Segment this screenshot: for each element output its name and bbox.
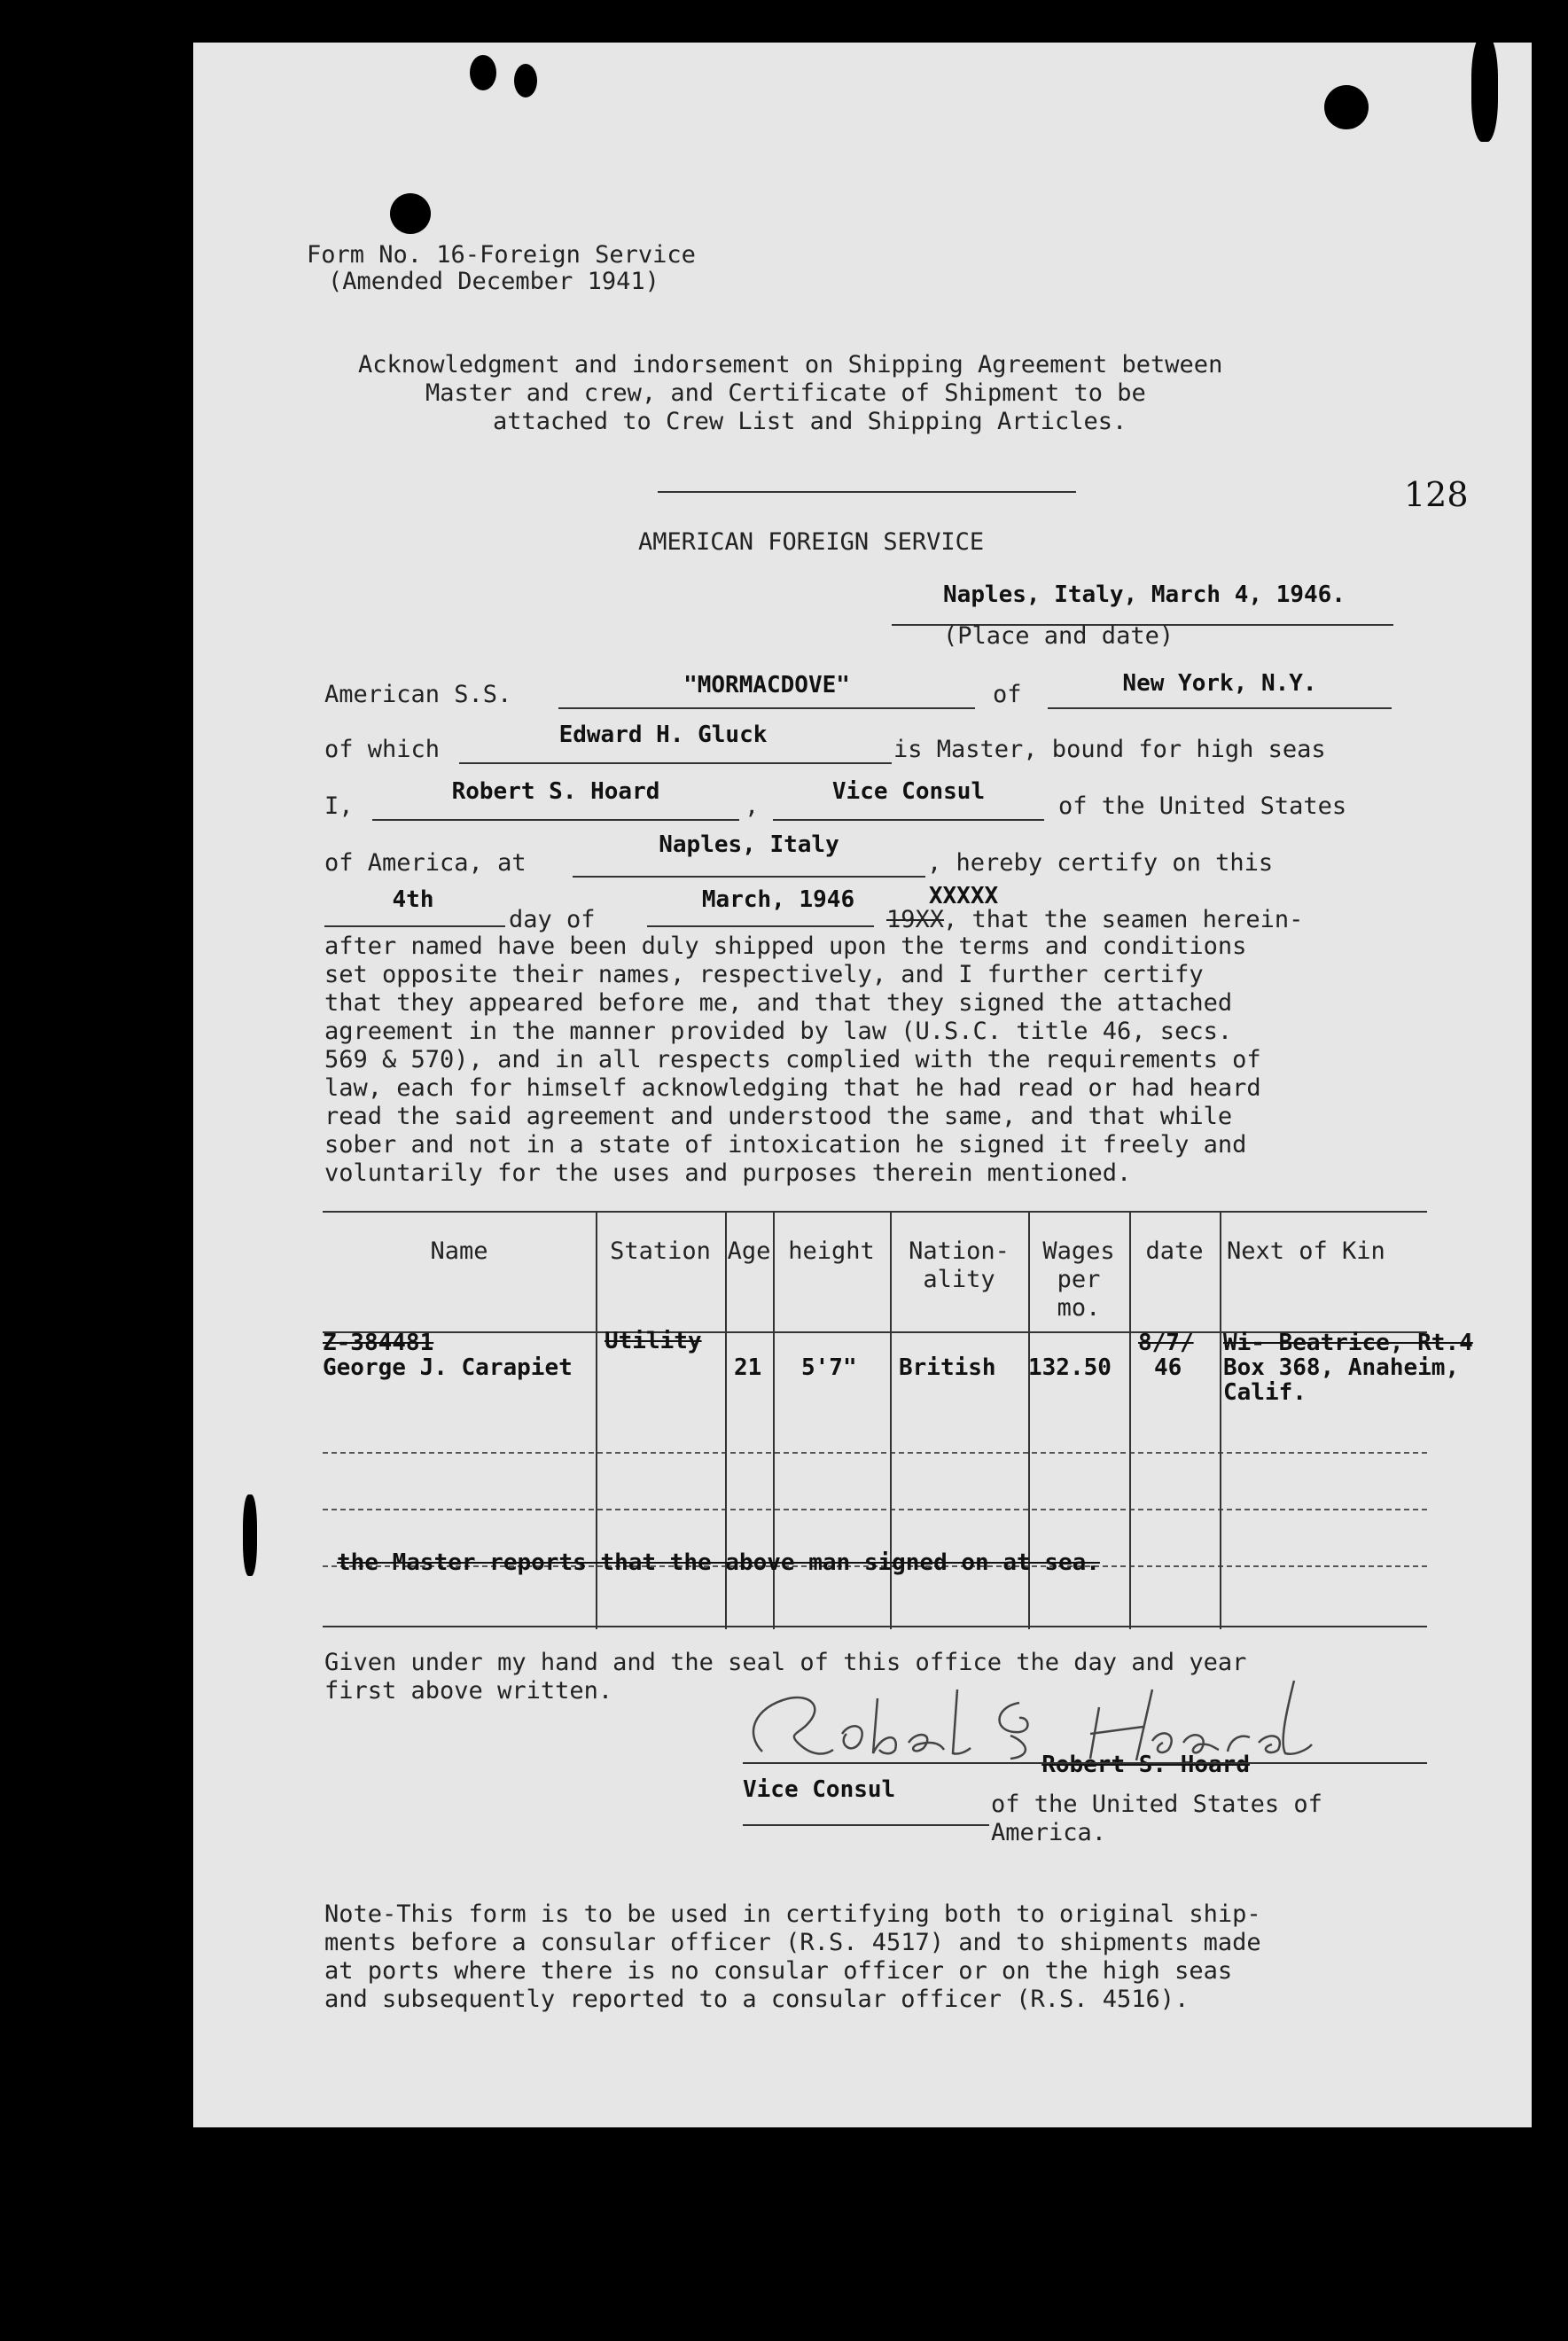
signature-suffix-1: of the United States of	[991, 1791, 1322, 1818]
closing-line-1: Given under my hand and the seal of this office the day and year	[324, 1649, 1247, 1676]
header-age: Age	[727, 1237, 771, 1265]
cell-nationality: British	[899, 1354, 996, 1381]
place-name: Naples, Italy	[659, 831, 839, 858]
heading-divider	[658, 491, 1076, 493]
cert-line: agreement in the manner provided by law (U.S.C. title 46, secs.	[324, 1018, 1233, 1045]
place-date-label: (Place and date)	[943, 622, 1174, 650]
place-line-prefix: of America, at	[324, 849, 527, 877]
cell-height: 5'7"	[801, 1354, 857, 1381]
day-underline	[324, 925, 505, 927]
signer-title-underline	[743, 1824, 989, 1826]
month-underline	[647, 925, 874, 927]
place-date-value: Naples, Italy, March 4, 1946.	[943, 581, 1346, 608]
page-number: 128	[1404, 475, 1469, 514]
struck-year: 19XX	[886, 906, 945, 933]
typed-signer-name: Robert S. Hoard	[1041, 1752, 1250, 1778]
header-next-of-kin: Next of Kin	[1227, 1237, 1385, 1265]
ship-name: "MORMACDOVE"	[683, 672, 850, 698]
note-line: at ports where there is no consular officer or on the high seas	[324, 1957, 1233, 1985]
header-wages: Wages per mo.	[1042, 1237, 1115, 1322]
cert-line: voluntarily for the uses and purposes therein mentioned.	[324, 1159, 1132, 1187]
ship-name-underline	[558, 707, 975, 709]
master-name: Edward H. Gluck	[558, 722, 768, 748]
cell-station: Utility	[605, 1328, 702, 1354]
note-line: Note-This form is to be used in certifying both to original ship-	[324, 1900, 1261, 1928]
cert-line: set opposite their names, respectively, and I further certify	[324, 961, 1204, 988]
ink-blot-left	[243, 1494, 257, 1576]
struck-master-note: the Master reports that the above man signed on at sea.	[337, 1549, 1100, 1576]
cell-name: George J. Carapiet	[323, 1354, 573, 1381]
torn-edge-top-right	[1471, 35, 1498, 142]
ship-port-underline	[1048, 707, 1392, 709]
torn-edge-top-left	[470, 55, 496, 90]
header-name: Name	[430, 1237, 488, 1265]
note-line: and subsequently reported to a consular officer (R.S. 4516).	[324, 1986, 1190, 2013]
col-divider	[1129, 1211, 1131, 1629]
cert-line: law, each for himself acknowledging that he had read or had heard	[324, 1074, 1261, 1102]
header-station: Station	[610, 1237, 711, 1265]
officer-title: Vice Consul	[831, 778, 986, 805]
place-underline	[573, 876, 925, 878]
crew-table	[323, 1211, 1473, 1629]
cell-seaman-id: Z-384481	[323, 1330, 434, 1356]
cert-line: read the said agreement and understood the same, and that while	[324, 1103, 1233, 1130]
officer-title-underline	[773, 819, 1044, 821]
cert-line: sober and not in a state of intoxication he signed it freely and	[324, 1131, 1247, 1159]
heading-line-1: Acknowledgment and indorsement on Shipping Agreement between	[358, 351, 1223, 378]
year-strikeout-x: XXXXX	[928, 883, 999, 909]
signature-suffix-2: America.	[991, 1819, 1107, 1846]
header-date: date	[1145, 1237, 1204, 1265]
cert-line: 569 & 570), and in all respects complied with the requirements of	[324, 1046, 1261, 1073]
cert-line: that they appeared before me, and that they signed the attached	[324, 989, 1233, 1017]
punch-hole-left	[390, 193, 431, 234]
signature-underline	[743, 1762, 1427, 1764]
form-number: Form No. 16-Foreign Service	[307, 241, 696, 269]
heading-line-2: Master and crew, and Certificate of Shipment to be	[425, 379, 1146, 407]
cell-date-1: 8/7/	[1138, 1330, 1194, 1356]
punch-hole-right	[1324, 85, 1369, 129]
torn-edge-top-left-2	[514, 64, 537, 98]
table-row-rule	[323, 1452, 1427, 1454]
cell-age: 21	[734, 1354, 762, 1381]
place-line-suffix: , hereby certify on this	[927, 849, 1274, 877]
table-top-border	[323, 1211, 1427, 1213]
date-line-suffix: , that the seamen herein-	[943, 906, 1304, 933]
master-line-suffix: is Master, bound for high seas	[893, 736, 1326, 763]
ship-port: New York, N.Y.	[1122, 670, 1317, 697]
cell-kin-2: Box 368, Anaheim,	[1223, 1354, 1460, 1381]
day-of-label: day of	[509, 906, 596, 933]
month-value: March, 1946	[701, 886, 855, 913]
col-divider	[1220, 1211, 1221, 1629]
service-title: AMERICAN FOREIGN SERVICE	[638, 528, 985, 556]
cert-line: after named have been duly shipped upon the terms and conditions	[324, 932, 1247, 960]
officer-line-suffix: of the United States	[1058, 792, 1347, 820]
cell-wages: 132.50	[1028, 1354, 1112, 1381]
ship-line-prefix: American S.S.	[324, 681, 512, 708]
table-row-rule	[323, 1509, 1427, 1510]
header-nationality: Nation- ality	[909, 1237, 1010, 1293]
officer-line-prefix: I,	[324, 792, 354, 820]
form-amended: (Amended December 1941)	[328, 268, 659, 295]
cell-kin-1: Wi- Beatrice, Rt.4	[1223, 1330, 1473, 1356]
officer-name: Robert S. Hoard	[451, 778, 660, 805]
master-line-prefix: of which	[324, 736, 441, 763]
cell-date-2: 46	[1154, 1354, 1182, 1381]
header-height: height	[788, 1237, 875, 1265]
table-bottom-border	[323, 1626, 1427, 1627]
officer-name-underline	[372, 819, 739, 821]
closing-line-2: first above written.	[324, 1677, 613, 1705]
heading-line-3: attached to Crew List and Shipping Articles.	[493, 408, 1127, 435]
ship-line-of: of	[993, 681, 1022, 708]
officer-comma: ,	[745, 792, 760, 820]
cell-kin-3: Calif.	[1223, 1379, 1307, 1406]
master-underline	[459, 762, 892, 764]
signer-title: Vice Consul	[743, 1776, 896, 1803]
day-value: 4th	[392, 886, 434, 913]
note-line: ments before a consular officer (R.S. 4517) and to shipments made	[324, 1929, 1261, 1956]
